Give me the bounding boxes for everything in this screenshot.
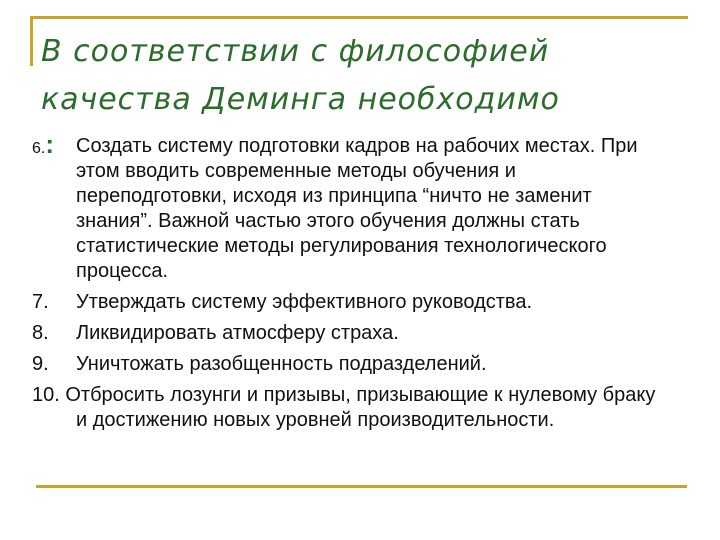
list-item-8 <box>32 321 672 346</box>
numbered-list <box>32 129 672 439</box>
item-text: Создать систему подготовки кадров на рабочих местах. При этом вводить современные методы обучения и переподготовки, исходя из принципа “ничто не заменит знания”. Важной частью этого обучения должны стать статистические методы регулирования технологического процесса. <box>76 135 638 282</box>
item-text: Отбросить лозунги и призывы, призывающие к нулевому браку и достижению новых уровней производительности. <box>65 384 656 431</box>
slide-title: В соответствии с философией качества Деминга необходимо <box>41 34 560 117</box>
item-colon: : <box>45 129 55 159</box>
list-item-7 <box>32 290 672 315</box>
item-text: Утверждать систему эффективного руководства. <box>76 291 533 313</box>
item-number: 10. <box>32 384 60 406</box>
bottom-rule <box>36 485 687 488</box>
item-number: 7. <box>32 291 49 313</box>
item-number: 6.: <box>32 129 55 159</box>
list-item-10 <box>32 383 672 433</box>
item-text: Ликвидировать атмосферу страха. <box>76 322 399 344</box>
left-rule <box>30 16 33 66</box>
item-text: Уничтожать разобщенность подразделений. <box>76 353 487 375</box>
item-number: 9. <box>32 353 49 375</box>
item-number: 8. <box>32 322 49 344</box>
top-rule <box>30 16 688 19</box>
list-item-9 <box>32 352 672 377</box>
list-item-6 <box>32 129 672 284</box>
